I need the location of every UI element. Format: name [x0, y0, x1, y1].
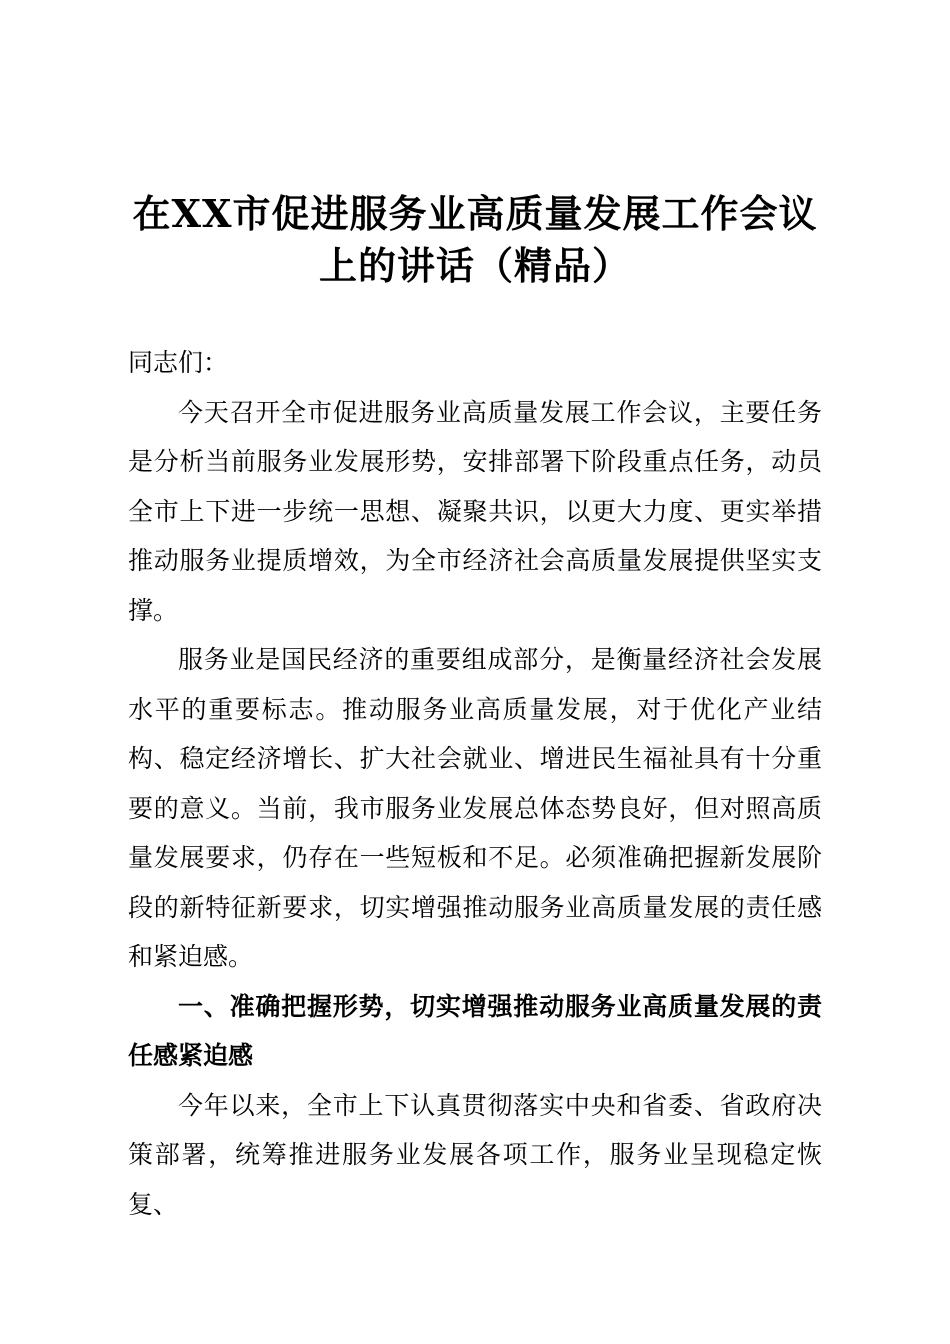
document-title-line-2: 上的讲话（精品） — [318, 243, 631, 288]
document-body — [128, 338, 822, 1229]
salutation: 同志们： — [128, 348, 229, 377]
section-1-paragraph: 今年以来，全市上下认真贯彻落实中央和省委、省政府决策部署，统筹推进服务业发展各项工作，服务业呈现稳定恢复、 — [128, 1090, 822, 1219]
body-paragraph-1: 今天召开全市促进服务业高质量发展工作会议，主要任务是分析当前服务业发展形势，安排部署下阶段重点任务，动员全市上下进一步统一思想、凝聚共识，以更大力度、更实举措推动服务业提质增效，为全市经济社会高质量发展提供坚实支撑。 — [128, 397, 822, 625]
body-paragraph-2: 服务业是国民经济的重要组成部分，是衡量经济社会发展水平的重要标志。推动服务业高质量发展，对于优化产业结构、稳定经济增长、扩大社会就业、增进民生福祉具有十分重要的意义。当前，我市服务业发展总体态势良好，但对照高质量发展要求，仍存在一些短板和不足。必须准确把握新发展阶段的新特征新要求，切实增强推动服务业高质量发展的责任感和紧迫感。 — [128, 645, 822, 971]
document-title-line-1: 在XX市促进服务业高质量发展工作会议 — [132, 191, 818, 236]
section-heading-1: 一、准确把握形势，切实增强推动服务业高质量发展的责任感紧迫感 — [128, 991, 822, 1070]
